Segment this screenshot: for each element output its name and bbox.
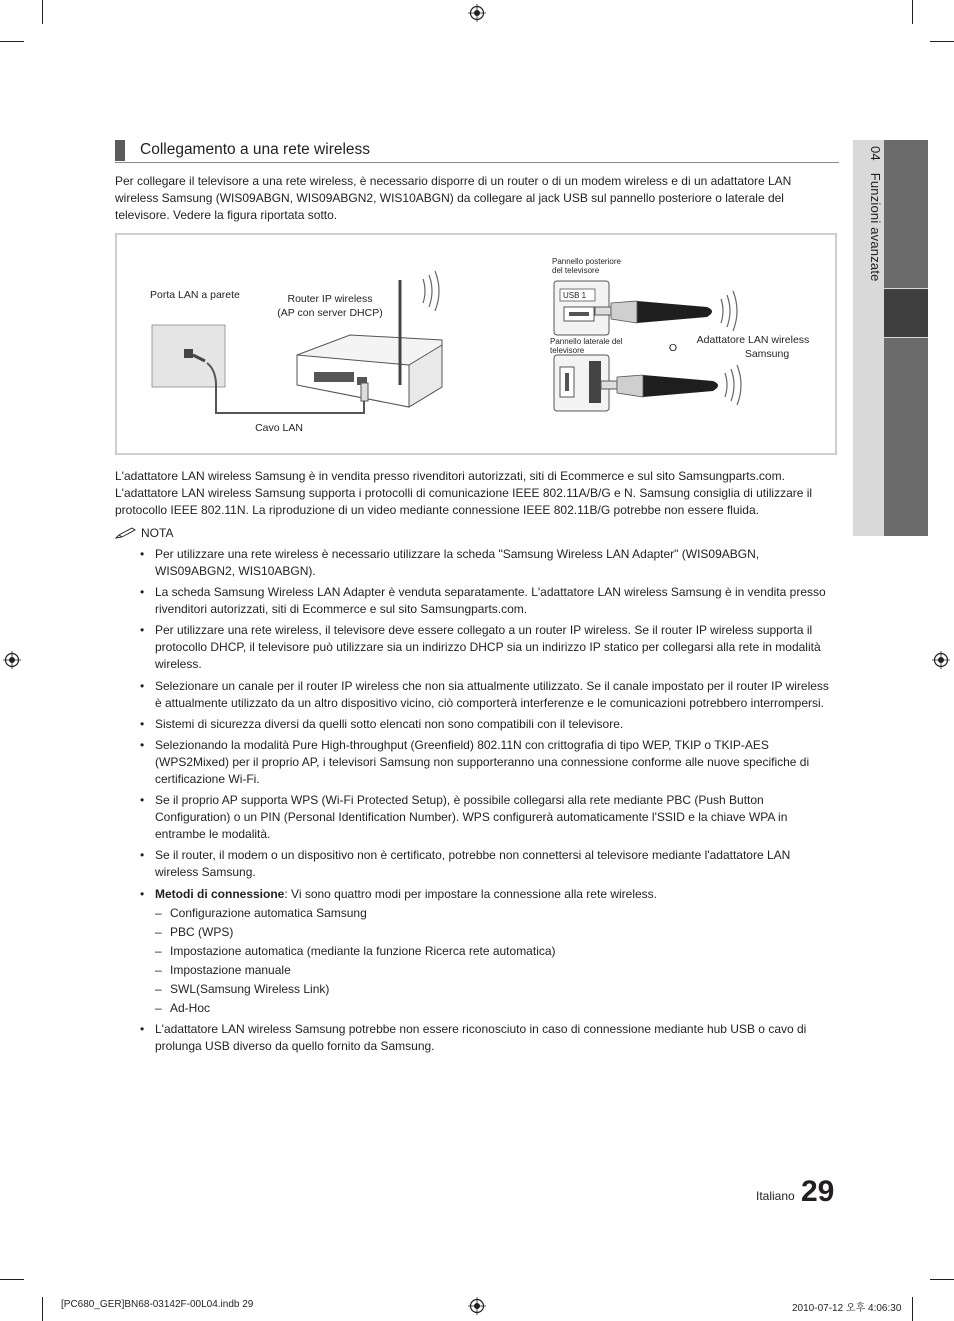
lan-cable-label: Cavo LAN — [255, 422, 303, 434]
wireless-lan-adapter-icon — [601, 375, 718, 397]
router-label-line1: Router IP wireless — [287, 293, 373, 305]
side-panel-label — [550, 337, 640, 355]
or-label: O — [668, 342, 678, 354]
heading-bar — [115, 140, 125, 161]
rear-panel-label-line1: Pannello posteriore — [552, 257, 621, 266]
rear-panel-label-line2: del televisore — [552, 266, 600, 275]
chapter-tab-dark-block — [884, 338, 928, 536]
methods-text: : Vi sono quattro modi per impostare la connessione alla rete wireless. — [284, 886, 657, 901]
chapter-number: 04 — [868, 146, 883, 161]
method-item: – Impostazione manuale — [155, 962, 291, 977]
list-item: • Sistemi di sicurezza diversi da quelli sotto elencati non sono compatibili con il televisore. — [140, 716, 624, 731]
footer-language: Italiano — [756, 1189, 795, 1203]
side-panel-label-line2: televisore — [550, 346, 585, 355]
print-file-info: [PC680_GER]BN68-03142F-00L04.indb 29 — [61, 1299, 254, 1310]
note-list — [140, 546, 836, 1059]
registration-mark-icon — [3, 651, 21, 669]
crop-mark — [0, 41, 24, 42]
section-title: Collegamento a una rete wireless — [140, 141, 371, 158]
list-item: • L'adattatore LAN wireless Samsung potrebbe non essere riconosciuto in caso di connessione mediante hub USB o cavo di prolunga USB diverso da quello fornito da Samsung. — [140, 1021, 807, 1053]
method-item: – Configurazione automatica Samsung — [155, 905, 367, 920]
rear-panel-label — [552, 257, 632, 275]
chapter-title: Funzioni avanzate — [868, 172, 883, 282]
registration-mark-icon — [932, 651, 950, 669]
connection-diagram — [115, 233, 837, 455]
wall-lan-port-label: Porta LAN a parete — [150, 289, 240, 301]
crop-mark — [912, 1297, 913, 1321]
registration-mark-icon — [468, 4, 486, 22]
list-item: • Selezionare un canale per il router IP wireless che non sia attualmente utilizzato. Se il canale impostato per il router IP wireless è attualmente utilizzato da un altro dispositivo vicino, ciò comporterà interferenze e le comunicazioni potrebbero interrompersi. — [140, 678, 829, 710]
adapter-label — [688, 333, 818, 361]
list-item: • Per utilizzare una rete wireless, il televisore deve essere collegato a un router IP wireless. Se il router IP wireless supporta il protocollo DHCP, il televisore può utilizzare sia un indirizzo DHCP sia un indirizzo IP statico per collegarsi alla rete in modalità wireless. — [140, 623, 821, 672]
method-item: – SWL(Samsung Wireless Link) — [155, 981, 330, 996]
methods-label: Metodi di connessione — [155, 886, 285, 901]
crop-mark — [42, 1297, 43, 1321]
method-item: – PBC (WPS) — [155, 924, 234, 939]
crop-mark — [42, 0, 43, 24]
pencil-note-icon — [115, 527, 137, 539]
wall-lan-port-icon — [152, 325, 225, 387]
adapter-label-line2: Samsung — [744, 348, 790, 360]
usb-port-label: USB 1 — [563, 291, 587, 300]
methods-list — [155, 905, 836, 1017]
list-item: • Per utilizzare una rete wireless è necessario utilizzare la scheda "Samsung Wireless LAN Adapter" (WIS09ABGN, WIS09ABGN2, WIS10ABGN). — [140, 547, 760, 578]
side-panel-label-line1: Pannello laterale del — [550, 337, 623, 346]
intro-paragraph: Per collegare il televisore a una rete wireless, è necessario disporre di un router o di un modem wireless e di un adattatore LAN wireless Samsung (WIS09ABGN, WIS09ABGN2, WIS10ABGN) da collegare al jack USB sul pannello posteriore o laterale del televisore. Vedere la figura riportata sotto. — [115, 174, 792, 222]
note-header — [115, 526, 173, 540]
router-label-line2: (AP con server DHCP) — [277, 307, 383, 319]
chapter-label — [868, 146, 883, 282]
list-item: • La scheda Samsung Wireless LAN Adapter è venduta separatamente. L'adattatore LAN wireless Samsung è in vendita presso rivenditori autorizzati, siti di Ecommerce e sul sito Samsungparts.com. — [140, 585, 826, 617]
list-item: • Se il proprio AP supporta WPS (Wi-Fi Protected Setup), è possibile collegarsi alla rete mediante PBC (Push Button Configuration) o un PIN (Personal Identification Number). WPS configurerà automaticamente l'SSID e la chiave WPA in entrambe le modalità. — [140, 793, 788, 842]
list-item: • Selezionando la modalità Pure High-throughput (Greenfield) 802.11N con crittografia di tipo WEP, TKIP o TKIP-AES (WPS2Mixed) per il proprio AP, i televisori Samsung non supporteranno una connessione conforme alle nuove specifiche di certificazione Wi-Fi. — [140, 737, 810, 786]
method-item: – Ad-Hoc — [155, 1000, 211, 1015]
chapter-tab-indicator — [884, 289, 928, 337]
method-item: – Impostazione automatica (mediante la funzione Ricerca rete automatica) — [155, 943, 556, 958]
router-wireless-signal-icon — [423, 271, 439, 311]
note-label: NOTA — [141, 526, 174, 540]
adapter-label-line1: Adattatore LAN wireless — [696, 334, 810, 346]
page-number: 29 — [801, 1175, 835, 1208]
wireless-lan-adapter-icon — [595, 301, 712, 323]
chapter-tab-dark-block — [884, 140, 928, 288]
heading-rule — [115, 162, 839, 163]
crop-mark — [930, 1279, 954, 1280]
crop-mark — [0, 1279, 24, 1280]
list-item: • Se il router, il modem o un dispositivo non è certificato, potrebbe non connettersi al televisore mediante l'adattatore LAN wireless Samsung. — [140, 848, 791, 880]
print-timestamp: 2010-07-12 오후 4:06:30 — [792, 1303, 902, 1314]
list-item: • Metodi di connessione: Vi sono quattro modi per impostare la connessione alla rete wireless. – Configurazione automatica Samsung – PBC (WPS) – Impostazione automatica (mediante la funzione Ricerca rete automatica) – Impostazione manuale – SWL(Samsung Wireless Link) – Ad-Hoc — [140, 886, 836, 1017]
registration-mark-icon — [468, 1297, 486, 1315]
crop-mark — [930, 41, 954, 42]
adapter-paragraph: L'adattatore LAN wireless Samsung è in vendita presso rivenditori autorizzati, siti di Ecommerce e sul sito Samsungparts.com. L'adattatore LAN wireless Samsung supporta i protocolli di comunicazione IEEE 802.11A/B/G e N. Samsung consiglia di utilizzare il protocollo IEEE 802.11N. La riproduzione di un video mediante connessione IEEE 802.11B/G potrebbe non essere fluida. — [115, 469, 813, 517]
crop-mark — [912, 0, 913, 24]
router-label — [265, 292, 395, 320]
